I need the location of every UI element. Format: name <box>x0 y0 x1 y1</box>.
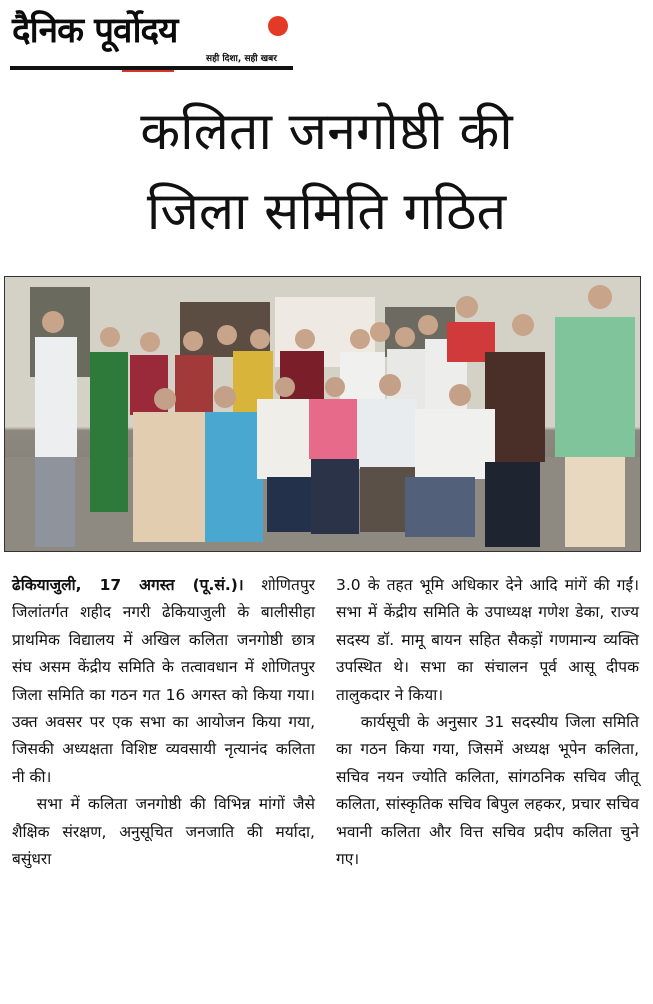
article-paragraph-1 <box>12 572 315 791</box>
group-photo <box>4 276 641 552</box>
masthead <box>10 4 300 74</box>
article-dateline: ढेकियाजुली, 17 अगस्त (पू.सं.)। <box>12 576 244 594</box>
article-column-1 <box>12 572 315 873</box>
logo-dot <box>268 16 288 36</box>
headline-line-2: जिला समिति गठित <box>146 182 507 242</box>
article-paragraph-2-part-2: 3.0 के तहत भूमि अधिकार देने आदि मांगें की गईं। सभा में केंद्रीय समिति के उपाध्यक्ष गणेश डेका, राज्य सदस्य डॉ. मामू बायन सहित सैकड़ों गणमान्य व्यक्ति उपस्थित थे। सभा का संचालन पूर्व आसू दीपक तालुकदार ने किया। <box>336 576 639 704</box>
article-column-2 <box>336 572 639 873</box>
group-photo-illustration <box>5 277 640 551</box>
paragraph-1-text: शोणितपुर जिलांतर्गत शहीद नगरी ढेकियाजुली के बालीसीहा प्राथमिक विद्यालय में अखिल कलिता जनगोष्ठी छात्र संघ असम केंद्रीय समिति के तत्वावधान में शोणितपुर जिला समिति का गठन गत 16 अगस्त को किया गया। उक्त अवसर पर एक सभा का आयोजन किया गया, जिसकी अध्यक्षता विशिष्ट व्यवसायी नृत्यानंद कलिता नी की। <box>12 576 315 786</box>
newspaper-logo: दैनिक पूर्वोदय <box>12 11 178 51</box>
article-headline <box>0 92 653 252</box>
headline-line-1: कलिता जनगोष्ठी की <box>140 102 513 162</box>
article-paragraph-3: कार्यसूची के अनुसार 31 सदस्यीय जिला समिति का गठन किया गया, जिसमें अध्यक्ष भूपेन कलिता, सचिव नयन ज्योति कलिता, सांगठनिक सचिव जीतू कलिता, सांस्कृतिक सचिव बिपुल लहकर, प्रचार सचिव भवानी कलिता और वित्त सचिव प्रदीप कलिता चुने गए। <box>336 713 639 869</box>
newspaper-tagline: सही दिशा, सही खबर <box>206 54 277 64</box>
masthead-accent-rule <box>122 70 174 72</box>
article-paragraph-2-part-1: सभा में कलिता जनगोष्ठी की विभिन्न मांगों जैसे शैक्षिक संरक्षण, अनुसूचित जनजाति की मर्यादा, बसुंधरा <box>12 795 315 869</box>
